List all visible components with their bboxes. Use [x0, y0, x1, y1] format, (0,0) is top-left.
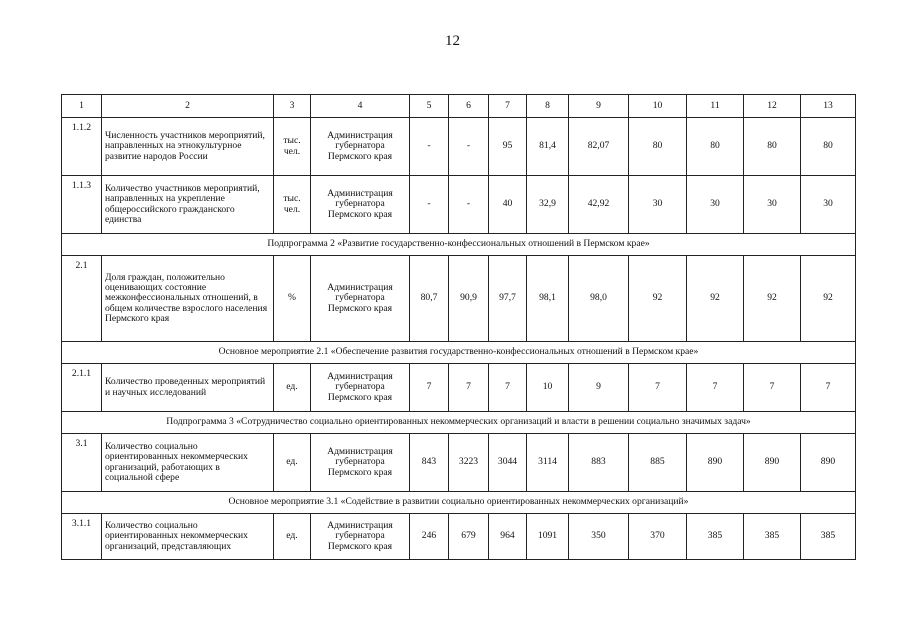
table-row — [62, 118, 856, 176]
value-cell: 246 — [410, 514, 449, 560]
value-cell: 30 — [801, 176, 856, 234]
value-cell: 80,7 — [410, 256, 449, 342]
value-cell: - — [410, 118, 449, 176]
section-heading-row — [62, 492, 856, 514]
indicator-name: Количество социально ориентированных некоммерческих организаций, представляющих — [102, 514, 274, 560]
unit-cell: ед. — [274, 364, 311, 412]
value-cell: 92 — [629, 256, 687, 342]
value-cell: 385 — [744, 514, 801, 560]
value-cell: 843 — [410, 434, 449, 492]
value-cell: 92 — [687, 256, 744, 342]
column-header: 8 — [527, 95, 569, 118]
section-heading-row — [62, 342, 856, 364]
column-header: 3 — [274, 95, 311, 118]
value-cell: 3114 — [527, 434, 569, 492]
table-row — [62, 434, 856, 492]
section-heading: Подпрограмма 3 «Сотрудничество социально ориентированных некоммерческих организаций и власти в решении социально значимых задач» — [62, 412, 856, 434]
column-header: 1 — [62, 95, 102, 118]
value-cell: 7 — [449, 364, 489, 412]
value-cell: 890 — [687, 434, 744, 492]
column-header: 13 — [801, 95, 856, 118]
section-heading: Основное мероприятие 2.1 «Обеспечение развития государственно-конфессиональных отношений в Пермском крае» — [62, 342, 856, 364]
value-cell: - — [449, 118, 489, 176]
column-header: 7 — [489, 95, 527, 118]
value-cell: 92 — [801, 256, 856, 342]
value-cell: - — [410, 176, 449, 234]
value-cell: 80 — [687, 118, 744, 176]
value-cell: 30 — [687, 176, 744, 234]
value-cell: 97,7 — [489, 256, 527, 342]
row-number: 3.1.1 — [62, 514, 102, 560]
responsible-cell: Администрация губернатора Пермского края — [311, 256, 410, 342]
value-cell: 32,9 — [527, 176, 569, 234]
value-cell: 7 — [489, 364, 527, 412]
responsible-cell: Администрация губернатора Пермского края — [311, 434, 410, 492]
unit-cell: % — [274, 256, 311, 342]
table-row — [62, 514, 856, 560]
value-cell: 3044 — [489, 434, 527, 492]
column-header: 6 — [449, 95, 489, 118]
table-row — [62, 364, 856, 412]
value-cell: 885 — [629, 434, 687, 492]
row-number: 3.1 — [62, 434, 102, 492]
value-cell: 10 — [527, 364, 569, 412]
value-cell: 95 — [489, 118, 527, 176]
table-header-row — [62, 95, 856, 118]
value-cell: 1091 — [527, 514, 569, 560]
value-cell: 82,07 — [569, 118, 629, 176]
value-cell: 30 — [744, 176, 801, 234]
unit-cell: ед. — [274, 514, 311, 560]
section-heading-row — [62, 234, 856, 256]
value-cell: 890 — [744, 434, 801, 492]
value-cell: 7 — [801, 364, 856, 412]
indicator-name: Количество участников мероприятий, направленных на укрепление общероссийского гражданского единства — [102, 176, 274, 234]
value-cell: 90,9 — [449, 256, 489, 342]
indicator-name: Количество социально ориентированных некоммерческих организаций, работающих в социальной сфере — [102, 434, 274, 492]
responsible-cell: Администрация губернатора Пермского края — [311, 364, 410, 412]
unit-cell: тыс. чел. — [274, 176, 311, 234]
value-cell: 42,92 — [569, 176, 629, 234]
responsible-cell: Администрация губернатора Пермского края — [311, 118, 410, 176]
section-heading: Подпрограмма 2 «Развитие государственно-конфессиональных отношений в Пермском крае» — [62, 234, 856, 256]
value-cell: 98,1 — [527, 256, 569, 342]
column-header: 12 — [744, 95, 801, 118]
value-cell: 7 — [629, 364, 687, 412]
column-header: 11 — [687, 95, 744, 118]
row-number: 1.1.3 — [62, 176, 102, 234]
value-cell: 40 — [489, 176, 527, 234]
value-cell: 30 — [629, 176, 687, 234]
value-cell: 679 — [449, 514, 489, 560]
row-number: 1.1.2 — [62, 118, 102, 176]
value-cell: 3223 — [449, 434, 489, 492]
table-row — [62, 176, 856, 234]
page-number: 12 — [445, 33, 460, 49]
row-number: 2.1.1 — [62, 364, 102, 412]
unit-cell: ед. — [274, 434, 311, 492]
value-cell: 350 — [569, 514, 629, 560]
value-cell: 385 — [801, 514, 856, 560]
column-header: 10 — [629, 95, 687, 118]
value-cell: 7 — [410, 364, 449, 412]
value-cell: 883 — [569, 434, 629, 492]
section-heading-row — [62, 412, 856, 434]
column-header: 9 — [569, 95, 629, 118]
value-cell: 80 — [801, 118, 856, 176]
value-cell: 80 — [629, 118, 687, 176]
column-header: 2 — [102, 95, 274, 118]
value-cell: 92 — [744, 256, 801, 342]
value-cell: 370 — [629, 514, 687, 560]
value-cell: 81,4 — [527, 118, 569, 176]
indicator-name: Доля граждан, положительно оценивающих состояние межконфессиональных отношений, в общем количестве взрослого населения Пермского края — [102, 256, 274, 342]
responsible-cell: Администрация губернатора Пермского края — [311, 514, 410, 560]
indicator-name: Численность участников мероприятий, направленных на этнокультурное развитие народов России — [102, 118, 274, 176]
responsible-cell: Администрация губернатора Пермского края — [311, 176, 410, 234]
table-row — [62, 256, 856, 342]
indicator-name: Количество проведенных мероприятий и научных исследований — [102, 364, 274, 412]
section-heading: Основное мероприятие 3.1 «Содействие в развитии социально ориентированных некоммерческих организаций» — [62, 492, 856, 514]
value-cell: 385 — [687, 514, 744, 560]
value-cell: 964 — [489, 514, 527, 560]
value-cell: 80 — [744, 118, 801, 176]
value-cell: 7 — [687, 364, 744, 412]
indicators-table — [61, 94, 856, 560]
row-number: 2.1 — [62, 256, 102, 342]
value-cell: 9 — [569, 364, 629, 412]
value-cell: 890 — [801, 434, 856, 492]
column-header: 5 — [410, 95, 449, 118]
value-cell: - — [449, 176, 489, 234]
value-cell: 98,0 — [569, 256, 629, 342]
unit-cell: тыс. чел. — [274, 118, 311, 176]
column-header: 4 — [311, 95, 410, 118]
value-cell: 7 — [744, 364, 801, 412]
